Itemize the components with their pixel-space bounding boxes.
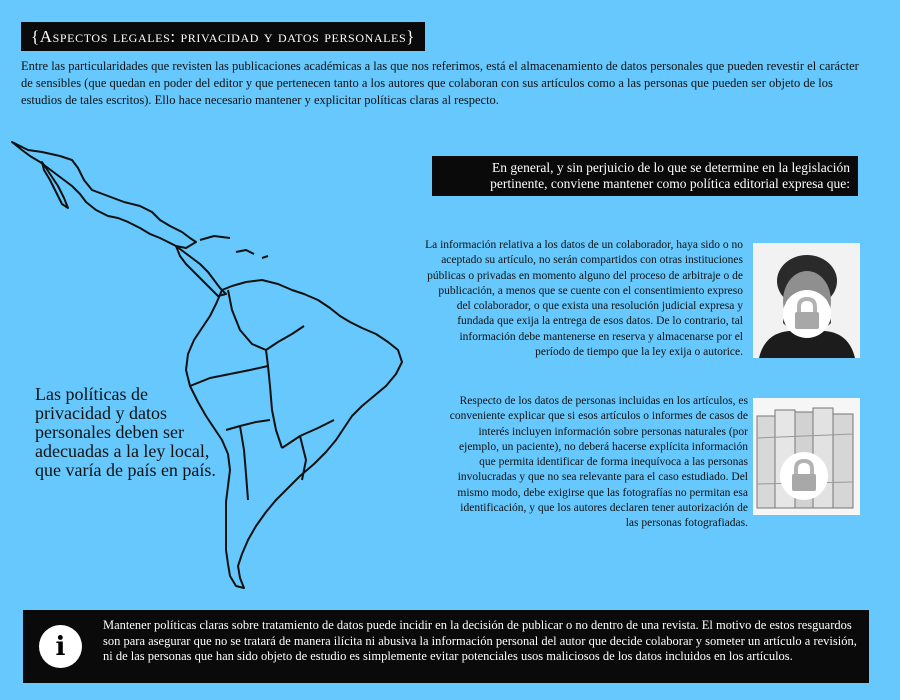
policy-item-collaborator-data: La información relativa a los datos de un colaborador, haya sido o no aceptado su artículo, no serán compartidos con otras instituciones públicas o privadas en momento alguno del proceso de arbitraje o de publicación, a menos que se cuente con el consentimiento expreso del colaborador, o que exista una resolución judicial expresa y fundada que exija la entrega de esos datos. De lo contrario, tal información debe mantenerse en reserva y almacenarse por el período de tiempo que la ley exija o autorice. [425, 239, 743, 359]
info-icon: i [39, 625, 82, 668]
latin-america-map [0, 130, 430, 600]
padlock-icon [780, 452, 828, 500]
footer-text: Mantener políticas claras sobre tratamiento de datos puede incidir en la decisión de publicar o no dentro de una revista. El motivo de estos resguardos son para asegurar que no se tratará de manera ilícita ni abusiva la información personal del autor que decide colaborar y someter un artículo a revisión, ni de las personas que han sido objeto de estudio es simplemente evitar potenciales usos maliciosos de los datos incluidos en los artículos. [103, 618, 857, 663]
info-footer [23, 610, 869, 683]
mexico-outline [12, 142, 196, 248]
policy-heading: En general, y sin perjuicio de lo que se determine en la legislación pertinente, conviene mantener como política editorial expresa que: [432, 156, 858, 196]
policy-item-study-subjects-data: Respecto de los datos de personas incluidas en los artículos, es conveniente explicar que si esos artículos o informes de casos de interés incluyen información sobre personas naturales (por ejemplo, un paciente), no deberá hacerse explícita información que permita identificar de forma inequívoca a las personas involucradas y que no sea relevante para el caso estudiado. Del mismo modo, debe exigirse que las fotografías no permitan esa identificación, y que los autores declaren tener autorización de las personas fotografiadas. [449, 395, 748, 530]
page-title-text: {Aspectos legales: privacidad y datos personales} [31, 26, 416, 46]
baja-california-outline [42, 162, 68, 208]
caribbean-islands [200, 236, 268, 258]
padlock-icon [783, 290, 831, 338]
page-title [21, 22, 425, 51]
central-america-outline [176, 246, 226, 296]
map-caption: Las políticas de privacidad y datos personales deben ser adecuadas a la ley local, que varía de país en país. [35, 384, 216, 480]
intro-paragraph: Entre las particularidades que revisten las publicaciones académicas a las que nos referimos, está el almacenamiento de datos personales que pueden revestir el carácter de sensibles (que quedan en poder del editor y que pertenecen tanto a los autores que colaboran con sus artículos como a las personas que pueden ser objeto de los estudios de tales escritos). Ello hace necesario mantener y explicitar políticas claras al respecto. [21, 59, 859, 107]
